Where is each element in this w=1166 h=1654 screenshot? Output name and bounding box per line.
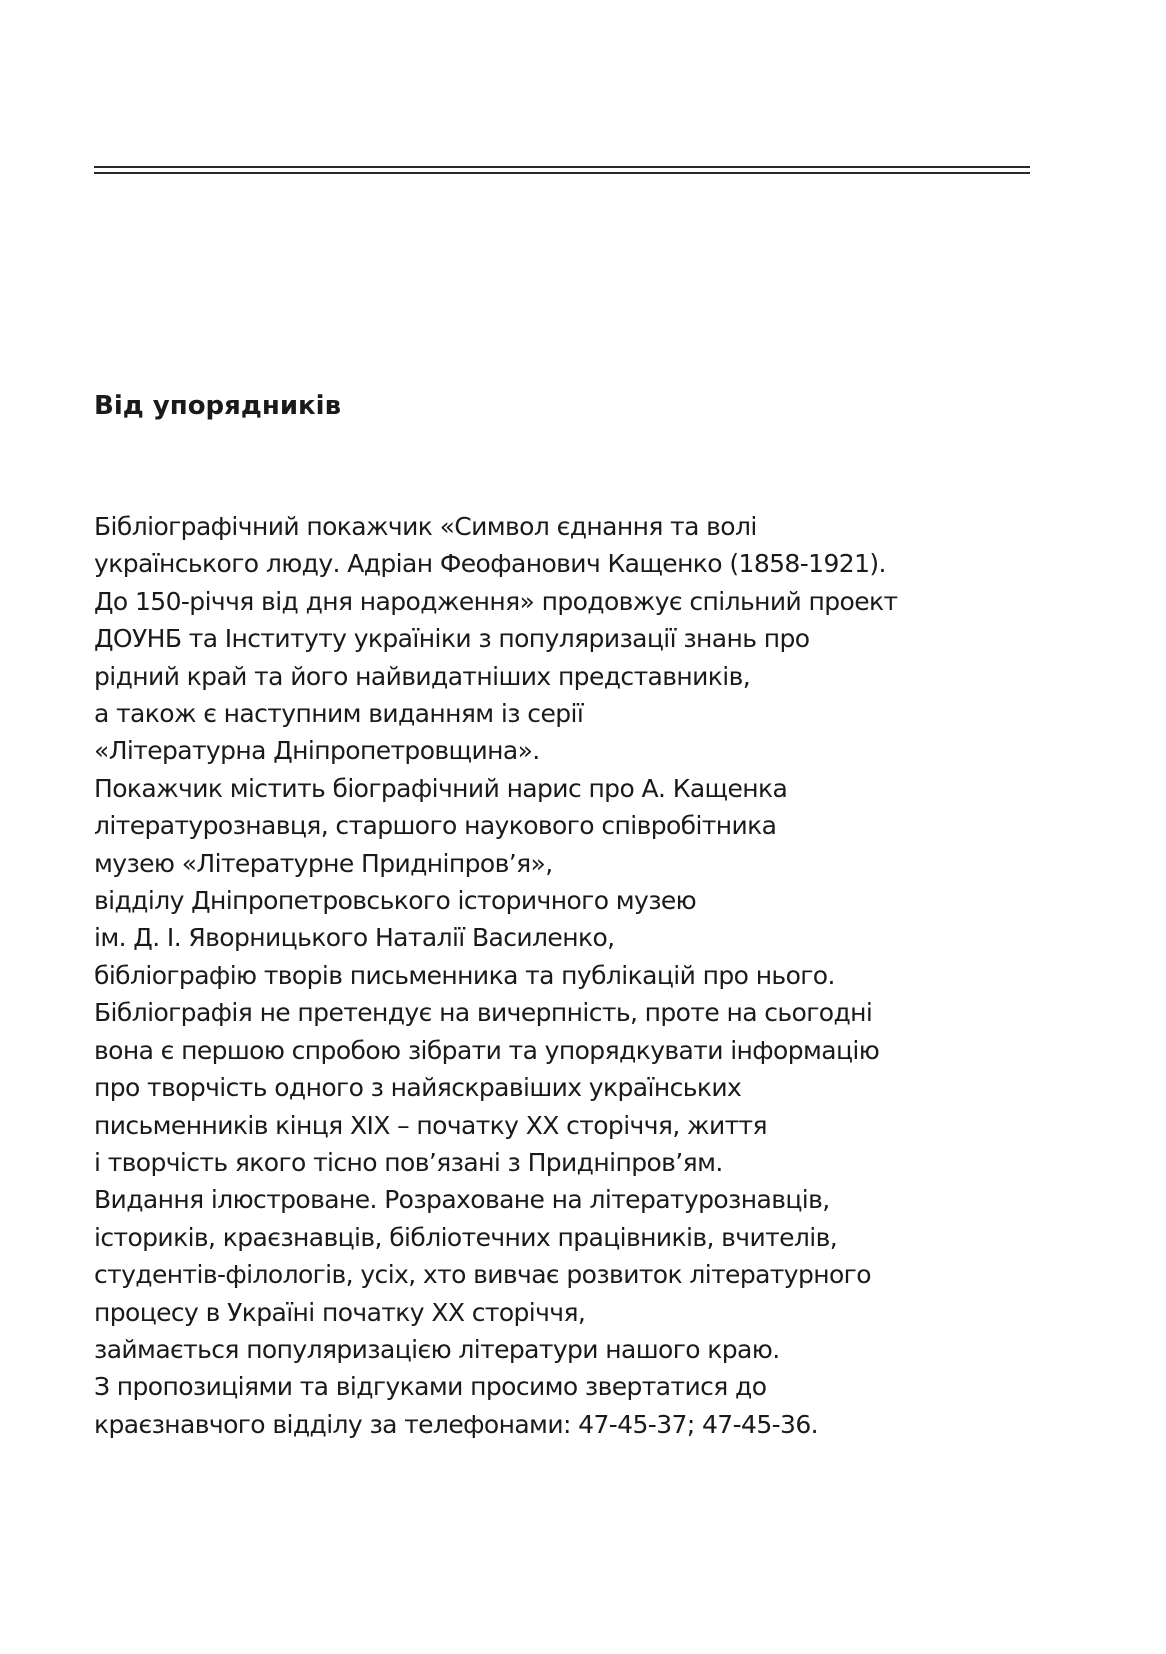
text-line: процесу в Україні початку ХХ сторіччя,: [94, 1297, 586, 1327]
text-line: вона є першою спробою зібрати та упорядкувати інформацію: [94, 1035, 880, 1065]
header-rule-top: [94, 166, 1030, 168]
body-text: [94, 508, 1074, 1443]
text-line: Видання ілюстроване. Розраховане на літературознавців,: [94, 1185, 830, 1215]
text-line: ДОУНБ та Інституту україніки з популяризації знань про: [94, 624, 810, 654]
text-line: З пропозиціями та відгуками просимо звертатися до: [94, 1372, 767, 1402]
text-line: істориків, краєзнавців, бібліотечних працівників, вчителів,: [94, 1222, 838, 1252]
text-line: письменників кінця ХІХ – початку ХХ сторіччя, життя: [94, 1110, 767, 1140]
text-line: До 150-річчя від дня народження» продовжує спільний проект: [94, 586, 898, 616]
text-line: рідний край та його найвидатніших представників,: [94, 661, 751, 691]
text-line: студентів-філологів, усіх, хто вивчає розвиток літературного: [94, 1260, 871, 1290]
text-line: бібліографію творів письменника та публікацій про нього.: [94, 960, 835, 990]
text-line: «Літературна Дніпропетровщина».: [94, 736, 540, 766]
text-line: українського люду. Адріан Феофанович Кащенко (1858-1921).: [94, 549, 886, 579]
text-line: літературознавця, старшого наукового співробітника: [94, 811, 777, 841]
text-line: ім. Д. І. Яворницького Наталії Василенко,: [94, 923, 615, 953]
text-line: Покажчик містить біографічний нарис про А. Кащенка: [94, 773, 788, 803]
text-line: і творчість якого тісно пов’язані з Придніпров’ям.: [94, 1147, 723, 1177]
text-line: а також є наступним виданням із серії: [94, 699, 584, 729]
text-line: Бібліографія не претендує на вичерпність, проте на сьогодні: [94, 998, 873, 1028]
section-heading: Від упорядників: [94, 391, 342, 421]
text-line: про творчість одного з найяскравіших українських: [94, 1073, 742, 1103]
text-line: музею «Літературне Придніпров’я»,: [94, 848, 553, 878]
header-rule-bottom: [94, 172, 1030, 174]
text-line: Бібліографічний покажчик «Символ єднання та волі: [94, 512, 757, 541]
text-line: краєзнавчого відділу за телефонами: 47-45-37; 47-45-36.: [94, 1409, 819, 1439]
text-line: відділу Дніпропетровського історичного музею: [94, 886, 697, 916]
text-line: займається популяризацією літератури нашого краю.: [94, 1334, 780, 1364]
